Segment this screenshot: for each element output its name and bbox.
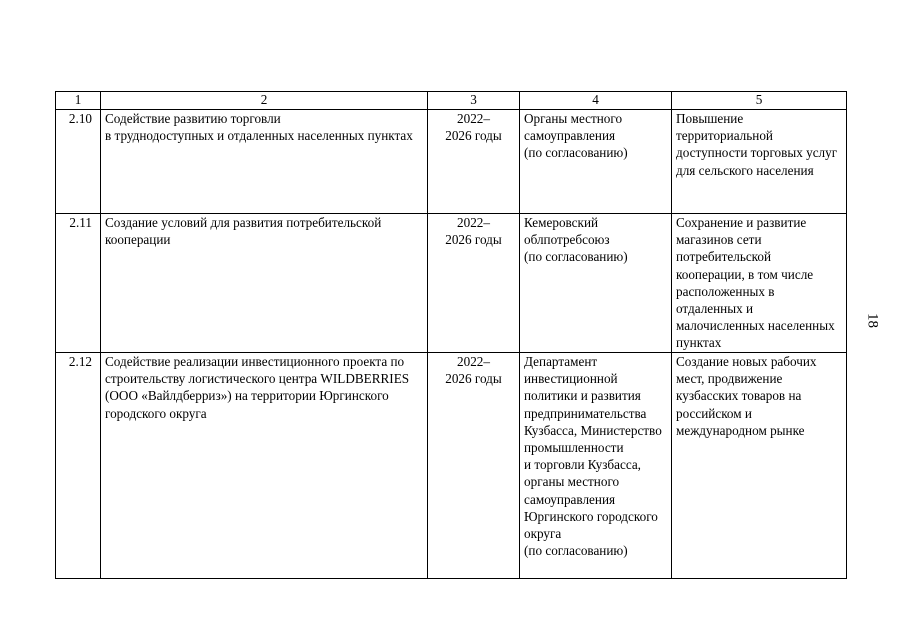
measure-text: Содействие развитию торговли в труднодоступных и отдаленных населенных пунктах <box>101 110 428 214</box>
measure-text: Содействие реализации инвестиционного проекта по строительству логистического центра WILDBERRIES (ООО «Вайлдберриз») на территории Юргинского городского округа <box>101 353 428 579</box>
table-row <box>56 110 847 214</box>
header-cell-1: 1 <box>56 92 101 110</box>
page-number: 18 <box>864 313 881 328</box>
measures-table <box>55 91 847 579</box>
measure-text: Создание условий для развития потребительской кооперации <box>101 214 428 353</box>
period-text: 2022– 2026 годы <box>428 353 520 579</box>
table-row <box>56 353 847 579</box>
responsible-text: Органы местного самоуправления (по согласованию) <box>520 110 672 214</box>
period-text: 2022– 2026 годы <box>428 110 520 214</box>
header-cell-2: 2 <box>101 92 428 110</box>
responsible-text: Департамент инвестиционной политики и развития предпринимательства Кузбасса, Министерство промышленности и торговли Кузбасса, органы местного самоуправления Юргинского городского округа (по согласованию) <box>520 353 672 579</box>
table-row <box>56 214 847 353</box>
row-number: 2.12 <box>56 353 101 579</box>
result-text: Повышение территориальной доступности торговых услуг для сельского населения <box>672 110 847 214</box>
result-text: Сохранение и развитие магазинов сети потребительской кооперации, в том числе расположенных в отдаленных и малочисленных населенных пунктах <box>672 214 847 353</box>
header-cell-5: 5 <box>672 92 847 110</box>
table-header-row <box>56 92 847 110</box>
responsible-text: Кемеровский облпотребсоюз (по согласованию) <box>520 214 672 353</box>
row-number: 2.10 <box>56 110 101 214</box>
header-cell-4: 4 <box>520 92 672 110</box>
header-cell-3: 3 <box>428 92 520 110</box>
row-number: 2.11 <box>56 214 101 353</box>
result-text: Создание новых рабочих мест, продвижение кузбасских товаров на российском и международном рынке <box>672 353 847 579</box>
period-text: 2022– 2026 годы <box>428 214 520 353</box>
